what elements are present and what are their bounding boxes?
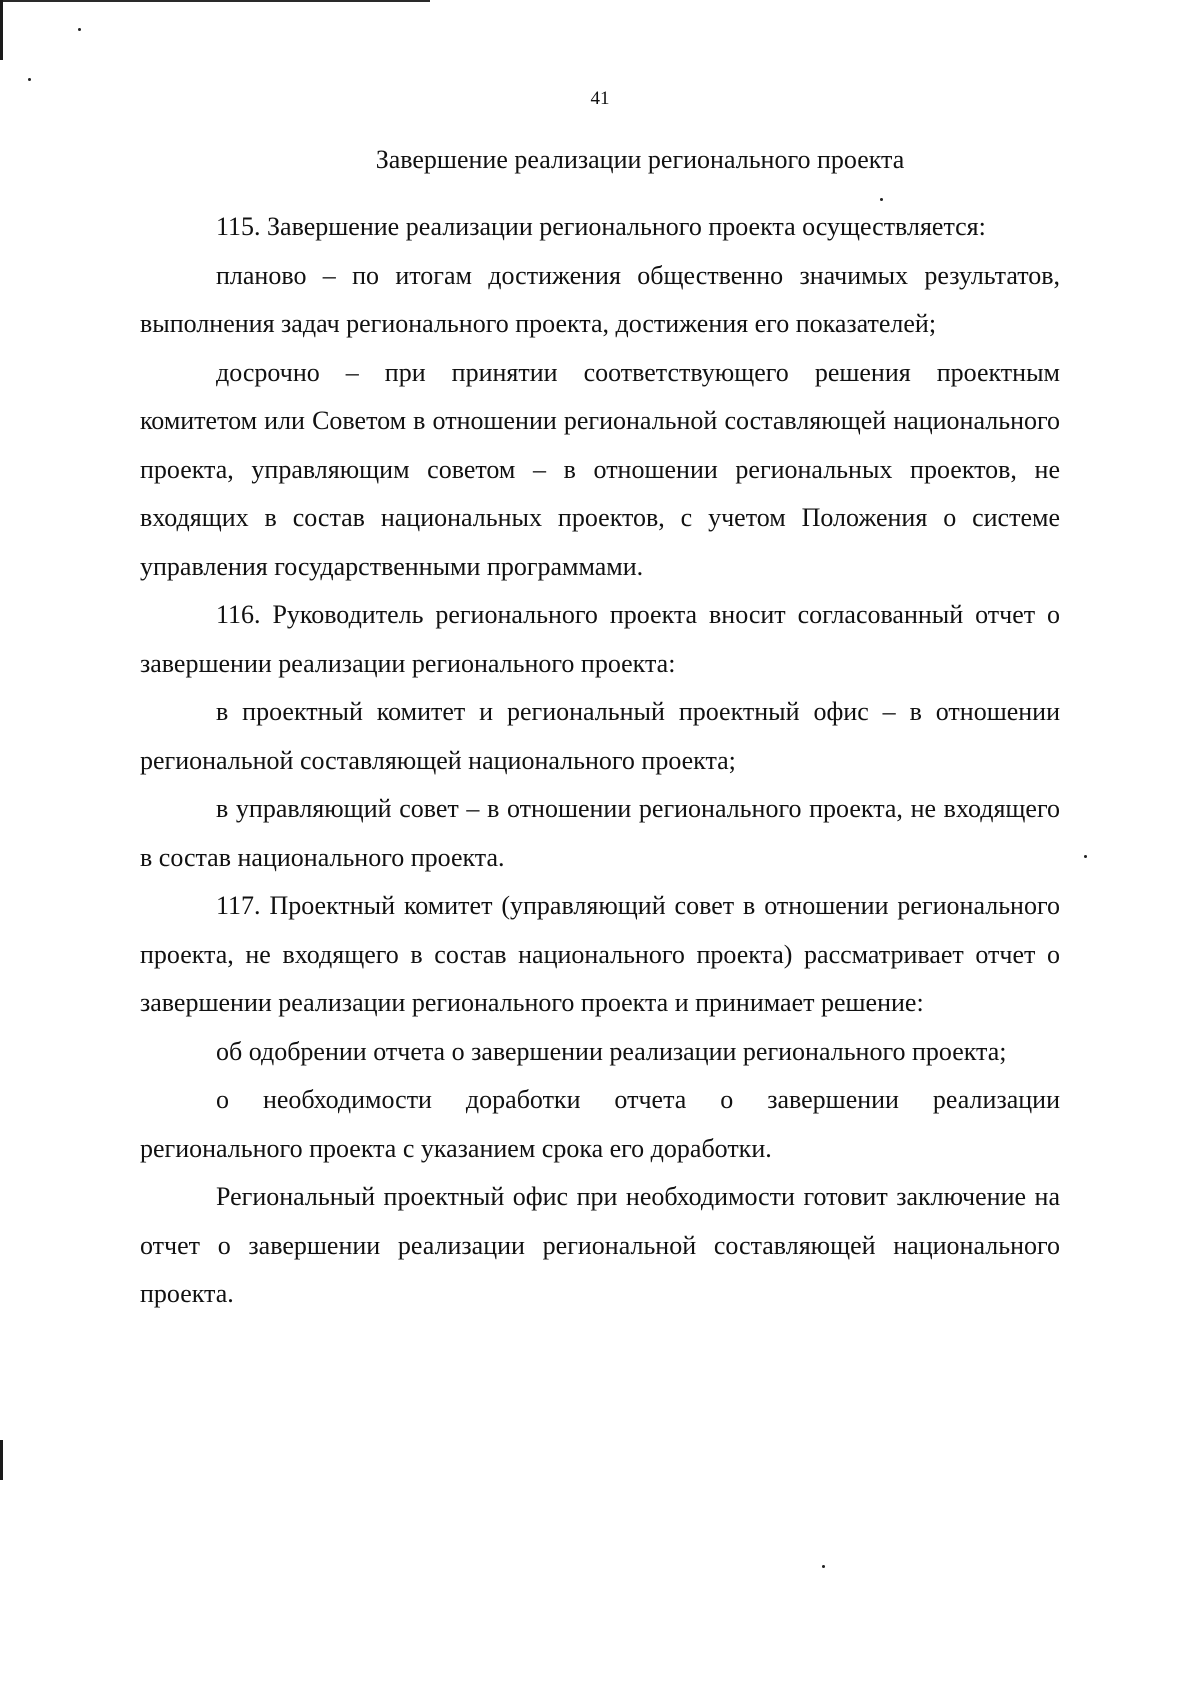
paragraph-115: 115. Завершение реализации регионального проекта осуществляется: — [216, 212, 986, 241]
paragraph-117: 117. Проектный комитет (управляющий совет в отношении регионального проекта, не входящего в состав национального проекта) рассматривает отчет о завершении реализации регионального проекта и принимает решение: — [140, 891, 1060, 1017]
paragraph-revision: о необходимости доработки отчета о завершении реализации регионального проекта с указанием срока его доработки. — [140, 1085, 1060, 1163]
paragraph-early: досрочно – при принятии соответствующего решения проектным комитетом или Советом в отношении региональной составляющей национального проекта, управляющим советом – в отношении региональных проектов, не входящих в состав национальных проектов, с учетом Положения о системе управления государственными программами. — [140, 357, 1060, 581]
section-title: Завершение реализации регионального проекта — [375, 145, 905, 174]
paragraph-planned: планово – по итогам достижения общественно значимых результатов, выполнения задач регионального проекта, достижения его показателей; — [140, 260, 1060, 338]
paragraph-management-council: в управляющий совет – в отношении регионального проекта, не входящего в состав национального проекта. — [140, 794, 1060, 872]
paragraph-approval: об одобрении отчета о завершении реализации регионального проекта; — [216, 1036, 1007, 1066]
scan-speck — [28, 78, 31, 81]
scan-speck — [822, 1565, 825, 1568]
scan-edge-mark — [0, 0, 3, 60]
paragraph-116: 116. Руководитель регионального проекта вносит согласованный отчет о завершении реализации регионального проекта: — [140, 600, 1060, 678]
scan-border-line — [0, 0, 430, 2]
scan-speck — [1084, 855, 1087, 858]
document-body — [140, 203, 1060, 1319]
scan-speck — [880, 198, 883, 201]
scan-edge-mark — [0, 1440, 3, 1480]
paragraph-project-committee: в проектный комитет и региональный проектный офис – в отношении региональной составляющей национального проекта; — [140, 697, 1060, 775]
paragraph-regional-office: Региональный проектный офис при необходимости готовит заключение на отчет о завершении реализации региональной составляющей национального проекта. — [140, 1182, 1060, 1308]
page-number: 41 — [590, 88, 610, 109]
scan-speck — [78, 28, 81, 31]
